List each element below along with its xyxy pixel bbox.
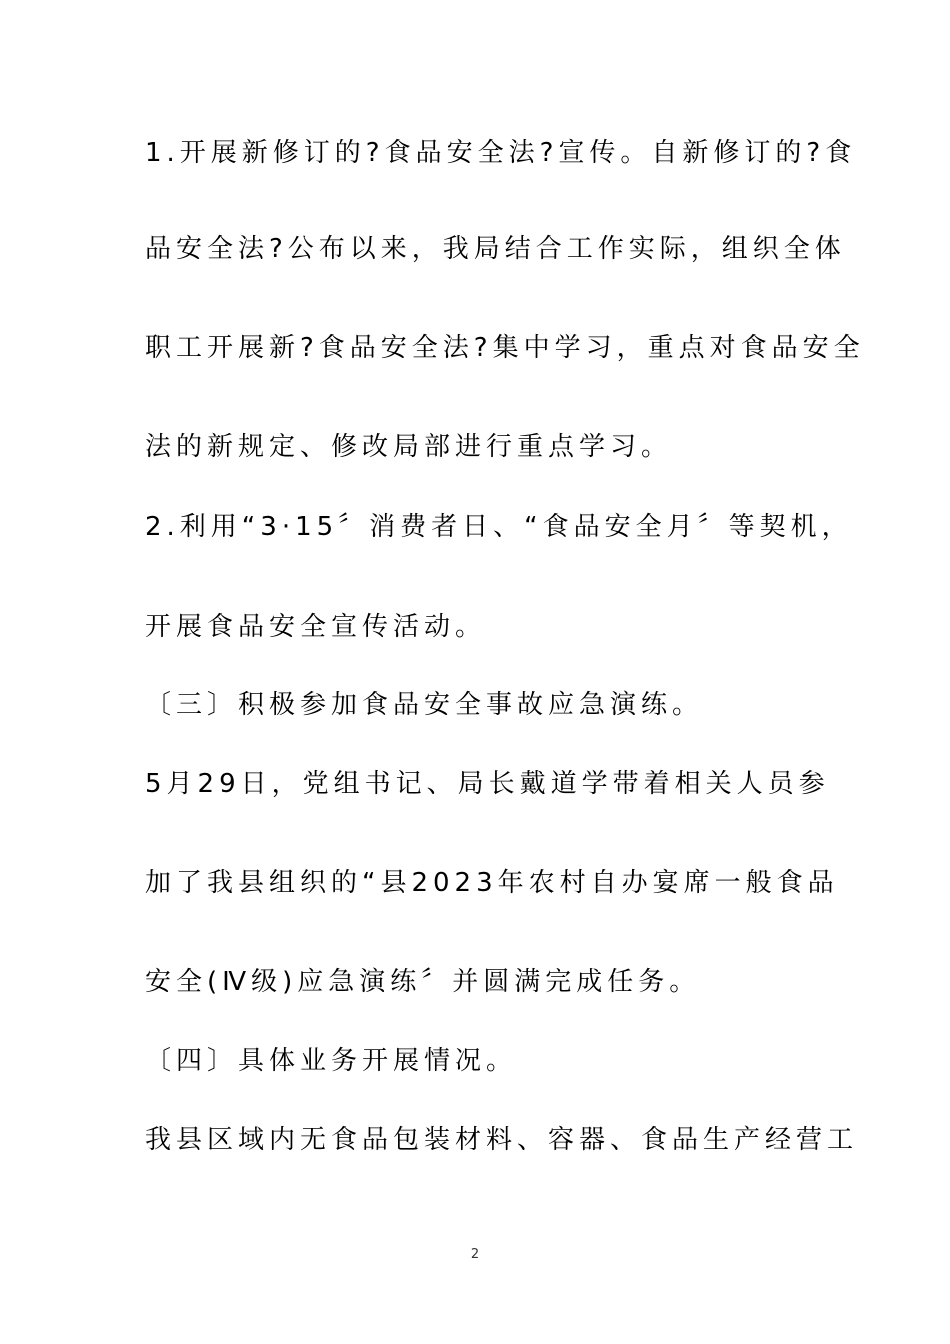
text-line: 我县区域内无食品包装材料、容器、食品生产经营工 (145, 1125, 859, 1155)
text-line: 安全(Ⅳ级)应急演练〞并圆满完成任务。 (145, 967, 701, 997)
text-line: 5月29日，党组书记、局长戴道学带着相关人员参 (145, 769, 830, 799)
section-heading: 〔三〕积极参加食品安全事故应急演练。 (145, 690, 704, 720)
text-line: 品安全法?公布以来，我局结合工作实际，组织全体 (145, 234, 846, 264)
text-line: 加了我县组织的“县2023年农村自办宴席一般食品 (145, 868, 839, 898)
text-line: 职工开展新?食品安全法?集中学习，重点对食品安全 (145, 333, 865, 363)
text-line: 2.利用“3·15〞消费者日、“食品安全月〞等契机， (145, 512, 853, 542)
text-line: 1.开展新修订的?食品安全法?宣传。自新修订的?食 (145, 138, 857, 168)
page-number: 2 (470, 1247, 480, 1262)
section-heading: 〔四〕具体业务开展情况。 (145, 1046, 518, 1076)
text-line: 法的新规定、修改局部进行重点学习。 (145, 432, 673, 462)
text-line: 开展食品安全宣传活动。 (145, 612, 487, 642)
